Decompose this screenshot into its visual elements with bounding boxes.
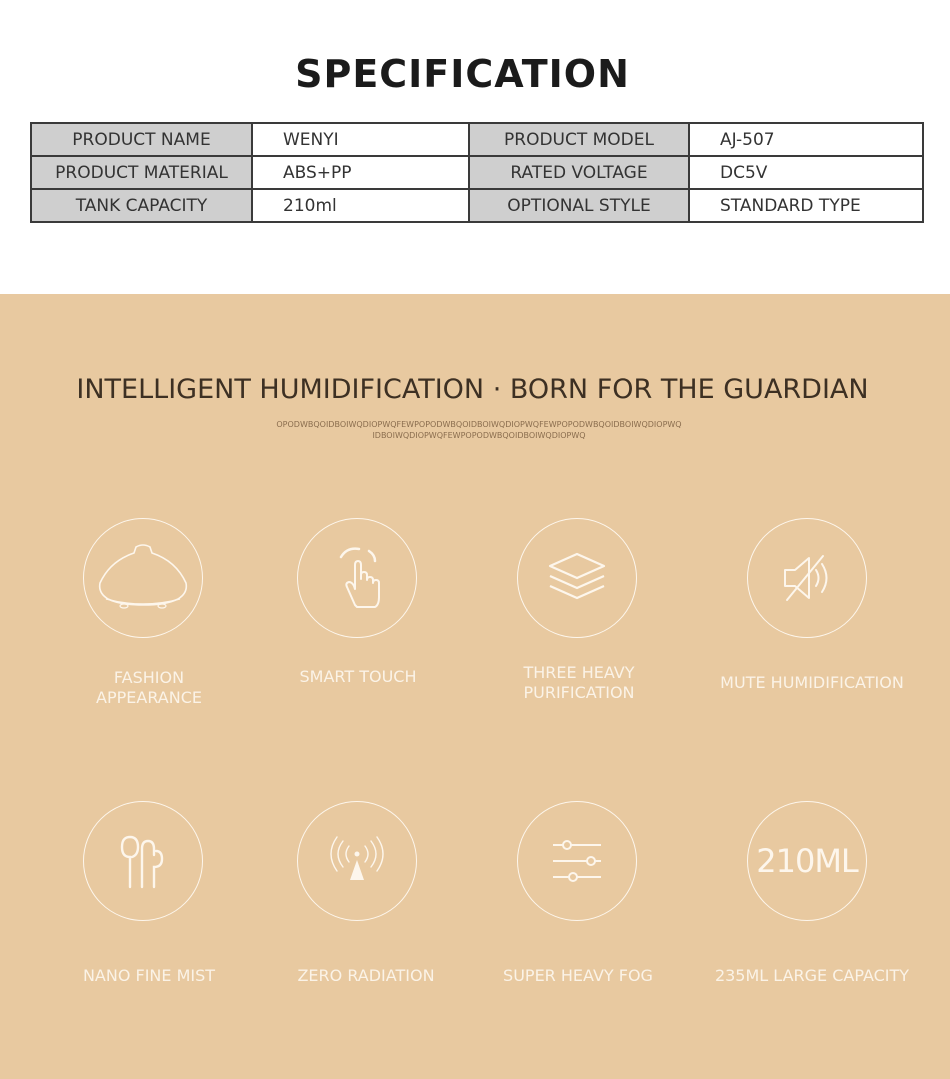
feature-subtitle: OPODWBQOIDBOIWQDIOPWQFEWPOPODWBQOIDBOIWQDIOPWQFEWPOPODWBQOIDBOIWQDIOPWQ [276, 420, 682, 429]
feature-label: THREE HEAVY PURIFICATION [523, 663, 635, 702]
layers-icon [546, 550, 608, 606]
spec-table [30, 122, 924, 223]
spec-title: SPECIFICATION [295, 52, 630, 96]
spec-row [31, 123, 923, 156]
mist-icon [118, 831, 168, 891]
spec-value: AJ-507 [689, 123, 923, 156]
spec-label: RATED VOLTAGE [469, 156, 689, 189]
sliders-icon [549, 837, 605, 885]
feature-circle [297, 518, 417, 638]
feature-circle [517, 518, 637, 638]
feature-circle [83, 518, 203, 638]
diffuser-icon [94, 543, 192, 613]
feature-circle [747, 801, 867, 921]
spec-label: PRODUCT MODEL [469, 123, 689, 156]
feature-circle [747, 518, 867, 638]
feature-label: SUPER HEAVY FOG [503, 966, 653, 985]
feature-section [0, 294, 950, 1079]
feature-headline: INTELLIGENT HUMIDIFICATION · BORN FOR THE GUARDIAN [76, 374, 869, 405]
spec-label: PRODUCT NAME [31, 123, 252, 156]
spec-value: STANDARD TYPE [689, 189, 923, 222]
radiation-icon [327, 836, 387, 886]
spec-value: ABS+PP [252, 156, 469, 189]
spec-value: WENYI [252, 123, 469, 156]
feature-subtitle: IDBOIWQDIOPWQFEWPOPODWBQOIDBOIWQDIOPWQ [372, 431, 586, 440]
feature-circle [83, 801, 203, 921]
spec-value: DC5V [689, 156, 923, 189]
feature-label: FASHION APPEARANCE [96, 668, 202, 707]
spec-row [31, 189, 923, 222]
mute-speaker-icon [779, 550, 835, 606]
feature-circle [297, 801, 417, 921]
spec-row [31, 156, 923, 189]
feature-label: NANO FINE MIST [82, 966, 216, 985]
feature-label: SMART TOUCH [299, 667, 417, 686]
feature-label: ZERO RADIATION [297, 966, 435, 985]
spec-value: 210ml [252, 189, 469, 222]
spec-label: PRODUCT MATERIAL [31, 156, 252, 189]
touch-hand-icon [327, 543, 387, 613]
feature-label: 235ML LARGE CAPACITY [714, 966, 910, 985]
feature-circle [517, 801, 637, 921]
spec-label: OPTIONAL STYLE [469, 189, 689, 222]
spec-label: TANK CAPACITY [31, 189, 252, 222]
feature-label: MUTE HUMIDIFICATION [720, 673, 904, 692]
capacity-text: 210ML [756, 842, 858, 880]
